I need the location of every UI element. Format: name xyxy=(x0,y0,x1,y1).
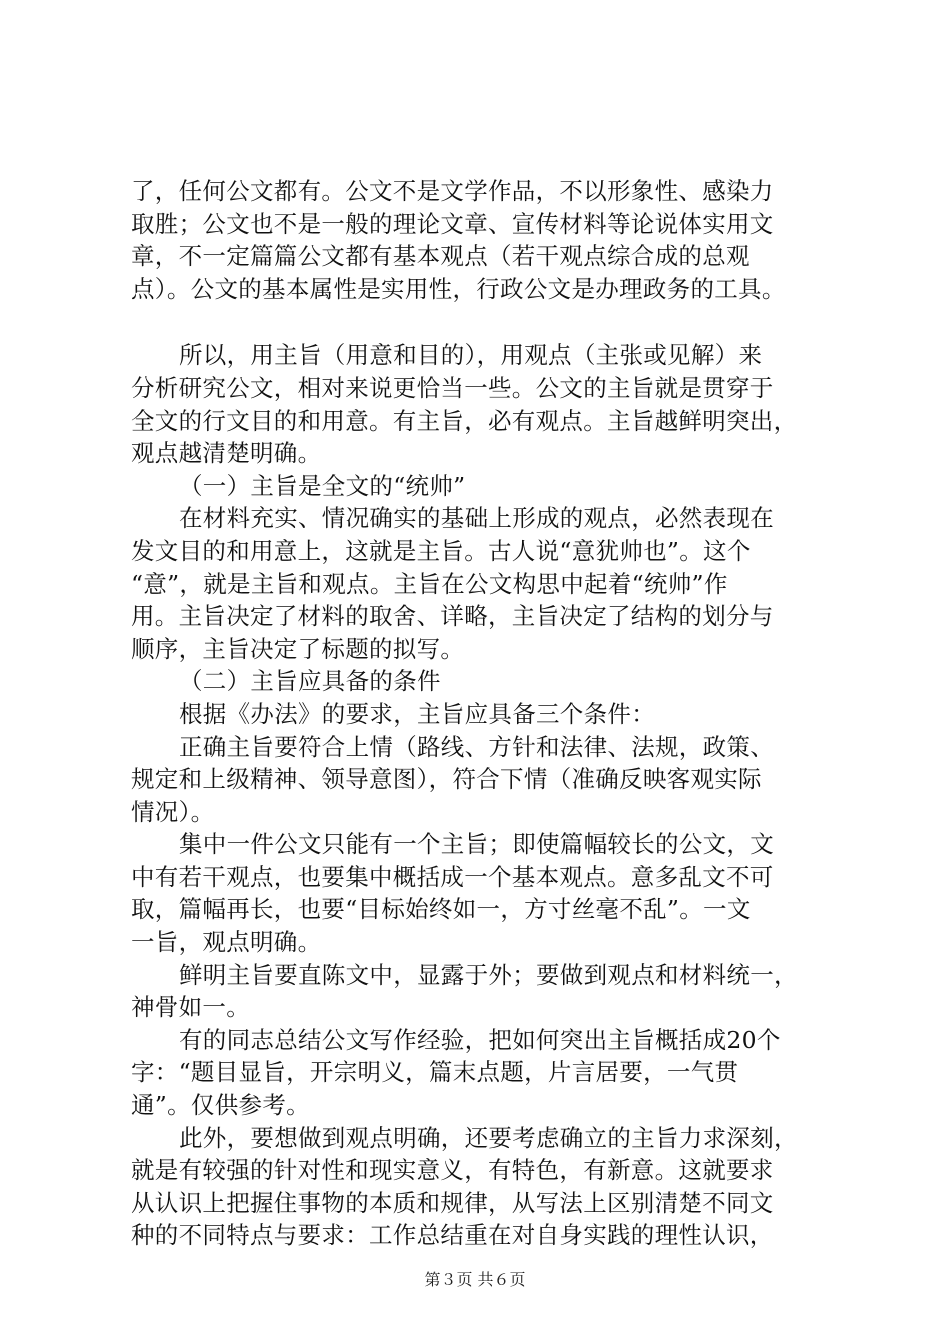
text-line: 观点越清楚明确。 xyxy=(131,439,322,468)
text-line: 点）。公文的基本属性是实用性，行政公文是办理政务的工具。 xyxy=(131,274,786,303)
page-number-label: 第３页 共６页 xyxy=(424,1270,526,1289)
text-line: 取，篇幅再长，也要“目标始终如一，方寸丝毫不乱”。一文 xyxy=(131,895,751,924)
text-line: 用。主旨决定了材料的取舍、详略，主旨决定了结构的划分与 xyxy=(131,602,774,631)
text-line: 分析研究公文，相对来说更恰当一些。公文的主旨就是贯穿于 xyxy=(131,373,774,402)
text-line: 取胜；公文也不是一般的理论文章、宣传材料等论说体实用文 xyxy=(131,209,774,238)
text-line: 中有若干观点，也要集中概括成一个基本观点。意多乱文不可 xyxy=(131,862,774,891)
text-line: 从认识上把握住事物的本质和规律，从写法上区别清楚不同文 xyxy=(131,1188,774,1217)
text-line: 一旨，观点明确。 xyxy=(131,928,322,957)
text-line: 发文目的和用意上，这就是主旨。古人说“意犹帅也”。这个 xyxy=(131,536,751,565)
paragraph xyxy=(131,1122,836,1252)
text-line: 集中一件公文只能有一个主旨；即使篇幅较长的公文，文 xyxy=(179,830,774,859)
text-line: 字：“题目显旨，开宗明义，篇末点题，片言居要，一气贯 xyxy=(131,1058,739,1087)
paragraph xyxy=(131,502,836,665)
text-line: 此外，要想做到观点明确，还要考虑确立的主旨力求深刻， xyxy=(179,1123,798,1152)
text-line: 情况）。 xyxy=(131,797,215,826)
text-line: 全文的行文目的和用意。有主旨，必有观点。主旨越鲜明突出， xyxy=(131,406,798,435)
page-footer xyxy=(0,1270,950,1290)
paragraph xyxy=(131,1024,836,1122)
text-line: 顺序，主旨决定了标题的拟写。 xyxy=(131,634,465,663)
text-line: 正确主旨要符合上情（路线、方针和法律、法规，政策、 xyxy=(179,732,774,761)
paragraph xyxy=(131,698,836,731)
text-line: 章，不一定篇篇公文都有基本观点（若干观点综合成的总观 xyxy=(131,242,750,271)
paragraph-gap xyxy=(131,305,836,339)
paragraph xyxy=(131,339,836,469)
text-line: 规定和上级精神、领导意图），符合下情（准确反映客观实际 xyxy=(131,765,762,794)
section-heading: （一）主旨是全文的“统帅” xyxy=(179,471,466,500)
document-body xyxy=(131,175,836,1252)
paragraph xyxy=(131,828,836,958)
text-line: 在材料充实、情况确实的基础上形成的观点，必然表现在 xyxy=(179,504,774,533)
paragraph xyxy=(131,959,836,1024)
paragraph xyxy=(131,731,836,829)
text-line: 神骨如一。 xyxy=(131,993,250,1022)
text-line: 种的不同特点与要求：工作总结重在对自身实践的理性认识， xyxy=(131,1221,774,1250)
text-line: 所以，用主旨（用意和目的），用观点（主张或见解）来 xyxy=(179,341,763,370)
paragraph xyxy=(131,175,836,305)
text-line: 鲜明主旨要直陈文中，显露于外；要做到观点和材料统一， xyxy=(179,960,798,989)
text-line: 有的同志总结公文写作经验，把如何突出主旨概括成20个 xyxy=(179,1025,781,1054)
text-line: 了，任何公文都有。公文不是文学作品，不以形象性、感染力 xyxy=(131,177,774,205)
text-line: 根据《办法》的要求，主旨应具备三个条件： xyxy=(179,699,655,728)
text-line: 就是有较强的针对性和现实意义，有特色，有新意。这就要求 xyxy=(131,1156,774,1185)
text-line: “意”，就是主旨和观点。主旨在公文构思中起着“统帅”作 xyxy=(131,569,728,598)
section-heading: （二）主旨应具备的条件 xyxy=(179,667,441,696)
text-line: 通”。仅供参考。 xyxy=(131,1091,310,1120)
